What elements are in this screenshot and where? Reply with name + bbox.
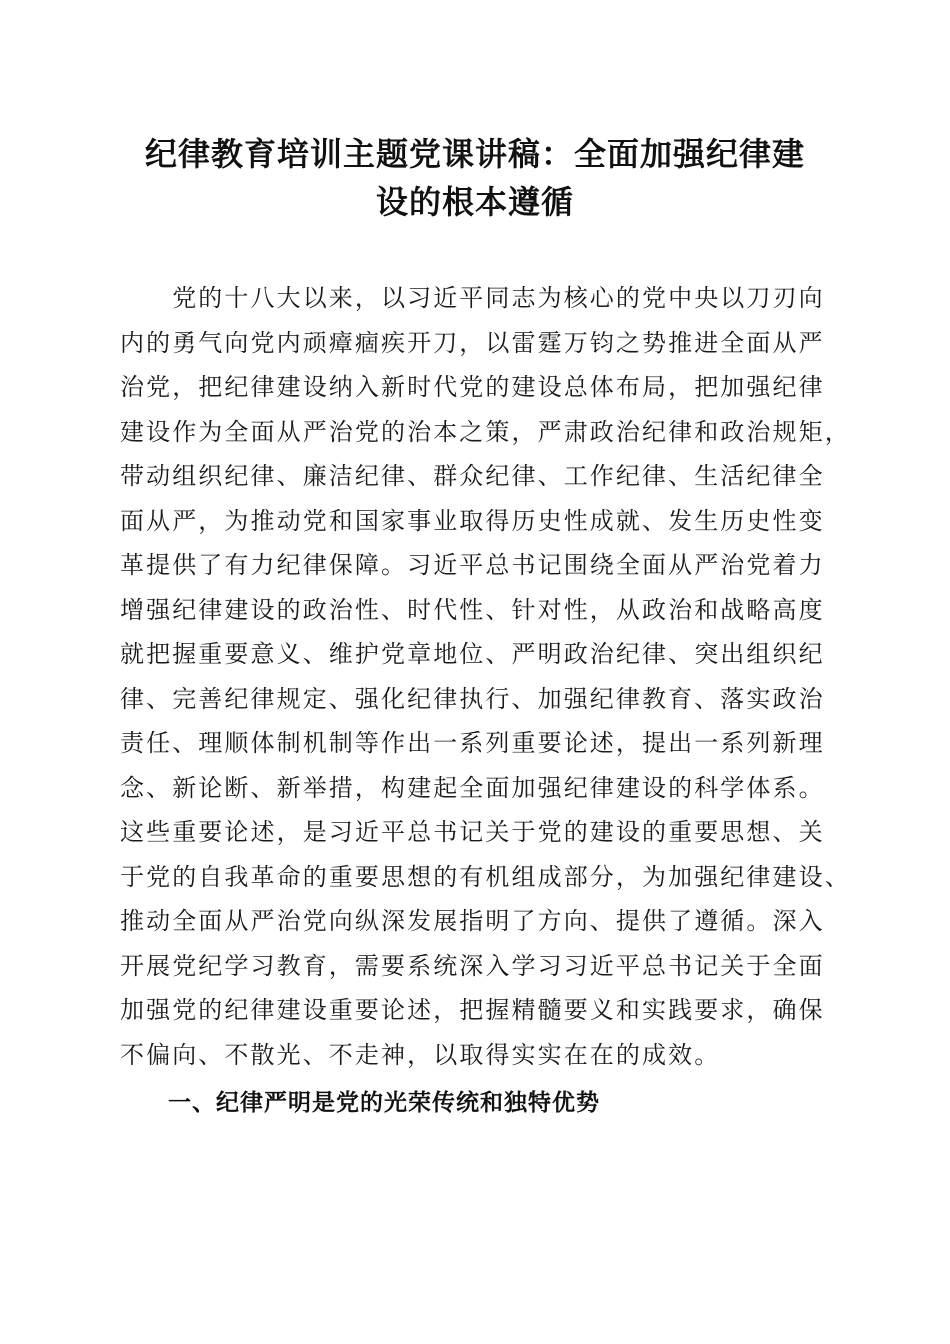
title-line: 纪律教育培训主题党课讲稿：全面加强纪律建: [144, 135, 805, 173]
section-heading: 一、纪律严明是党的光荣传统和独特优势: [168, 1090, 600, 1116]
paragraph-line: 责任、理顺体制机制等作出一系列重要论述，提出一系列新理: [120, 729, 825, 757]
paragraph-line: 开展党纪学习教育，需要系统深入学习习近平总书记关于全面: [120, 951, 825, 980]
paragraph-line: 念、新论断、新举措，构建起全面加强纪律建设的科学体系。: [120, 773, 825, 802]
paragraph-line: 内的勇气向党内顽瘴痼疾开刀，以雷霆万钧之势推进全面从严: [120, 328, 825, 357]
paragraph-line: 加强党的纪律建设重要论述，把握精髓要义和实践要求，确保: [120, 996, 825, 1024]
paragraph-line: 不偏向、不散光、不走神，以取得实实在在的成效。: [120, 1040, 721, 1069]
paragraph-line: 增强纪律建设的政治性、时代性、针对性，从政治和战略高度: [120, 595, 825, 624]
paragraph-line: 革提供了有力纪律保障。习近平总书记围绕全面从严治党着力: [120, 551, 825, 579]
paragraph-line: 就把握重要意义、维护党章地位、严明政治纪律、突出组织纪: [120, 640, 825, 668]
body-paragraph: [120, 276, 851, 1077]
paragraph-line: 这些重要论述，是习近平总书记关于党的建设的重要思想、关: [120, 818, 825, 846]
paragraph-line: 党的十八大以来，以习近平同志为核心的党中央以刀刃向: [120, 284, 825, 312]
paragraph-line: 带动组织纪律、廉洁纪律、群众纪律、工作纪律、生活纪律全: [120, 462, 825, 490]
paragraph-line: 于党的自我革命的重要思想的有机组成部分，为加强纪律建设、: [120, 862, 851, 891]
paragraph-line: 治党，把纪律建设纳入新时代党的建设总体布局，把加强纪律: [120, 373, 825, 401]
paragraph-line: 建设作为全面从严治党的治本之策，严肃政治纪律和政治规矩，: [120, 417, 851, 446]
document-title: [110, 130, 840, 226]
paragraph-line: 推动全面从严治党向纵深发展指明了方向、提供了遵循。深入: [120, 907, 825, 935]
paragraph-line: 律、完善纪律规定、强化纪律执行、加强纪律教育、落实政治: [120, 684, 825, 713]
paragraph-line: 面从严，为推动党和国家事业取得历史性成就、发生历史性变: [120, 506, 825, 535]
title-line: 设的根本遵循: [375, 183, 574, 221]
